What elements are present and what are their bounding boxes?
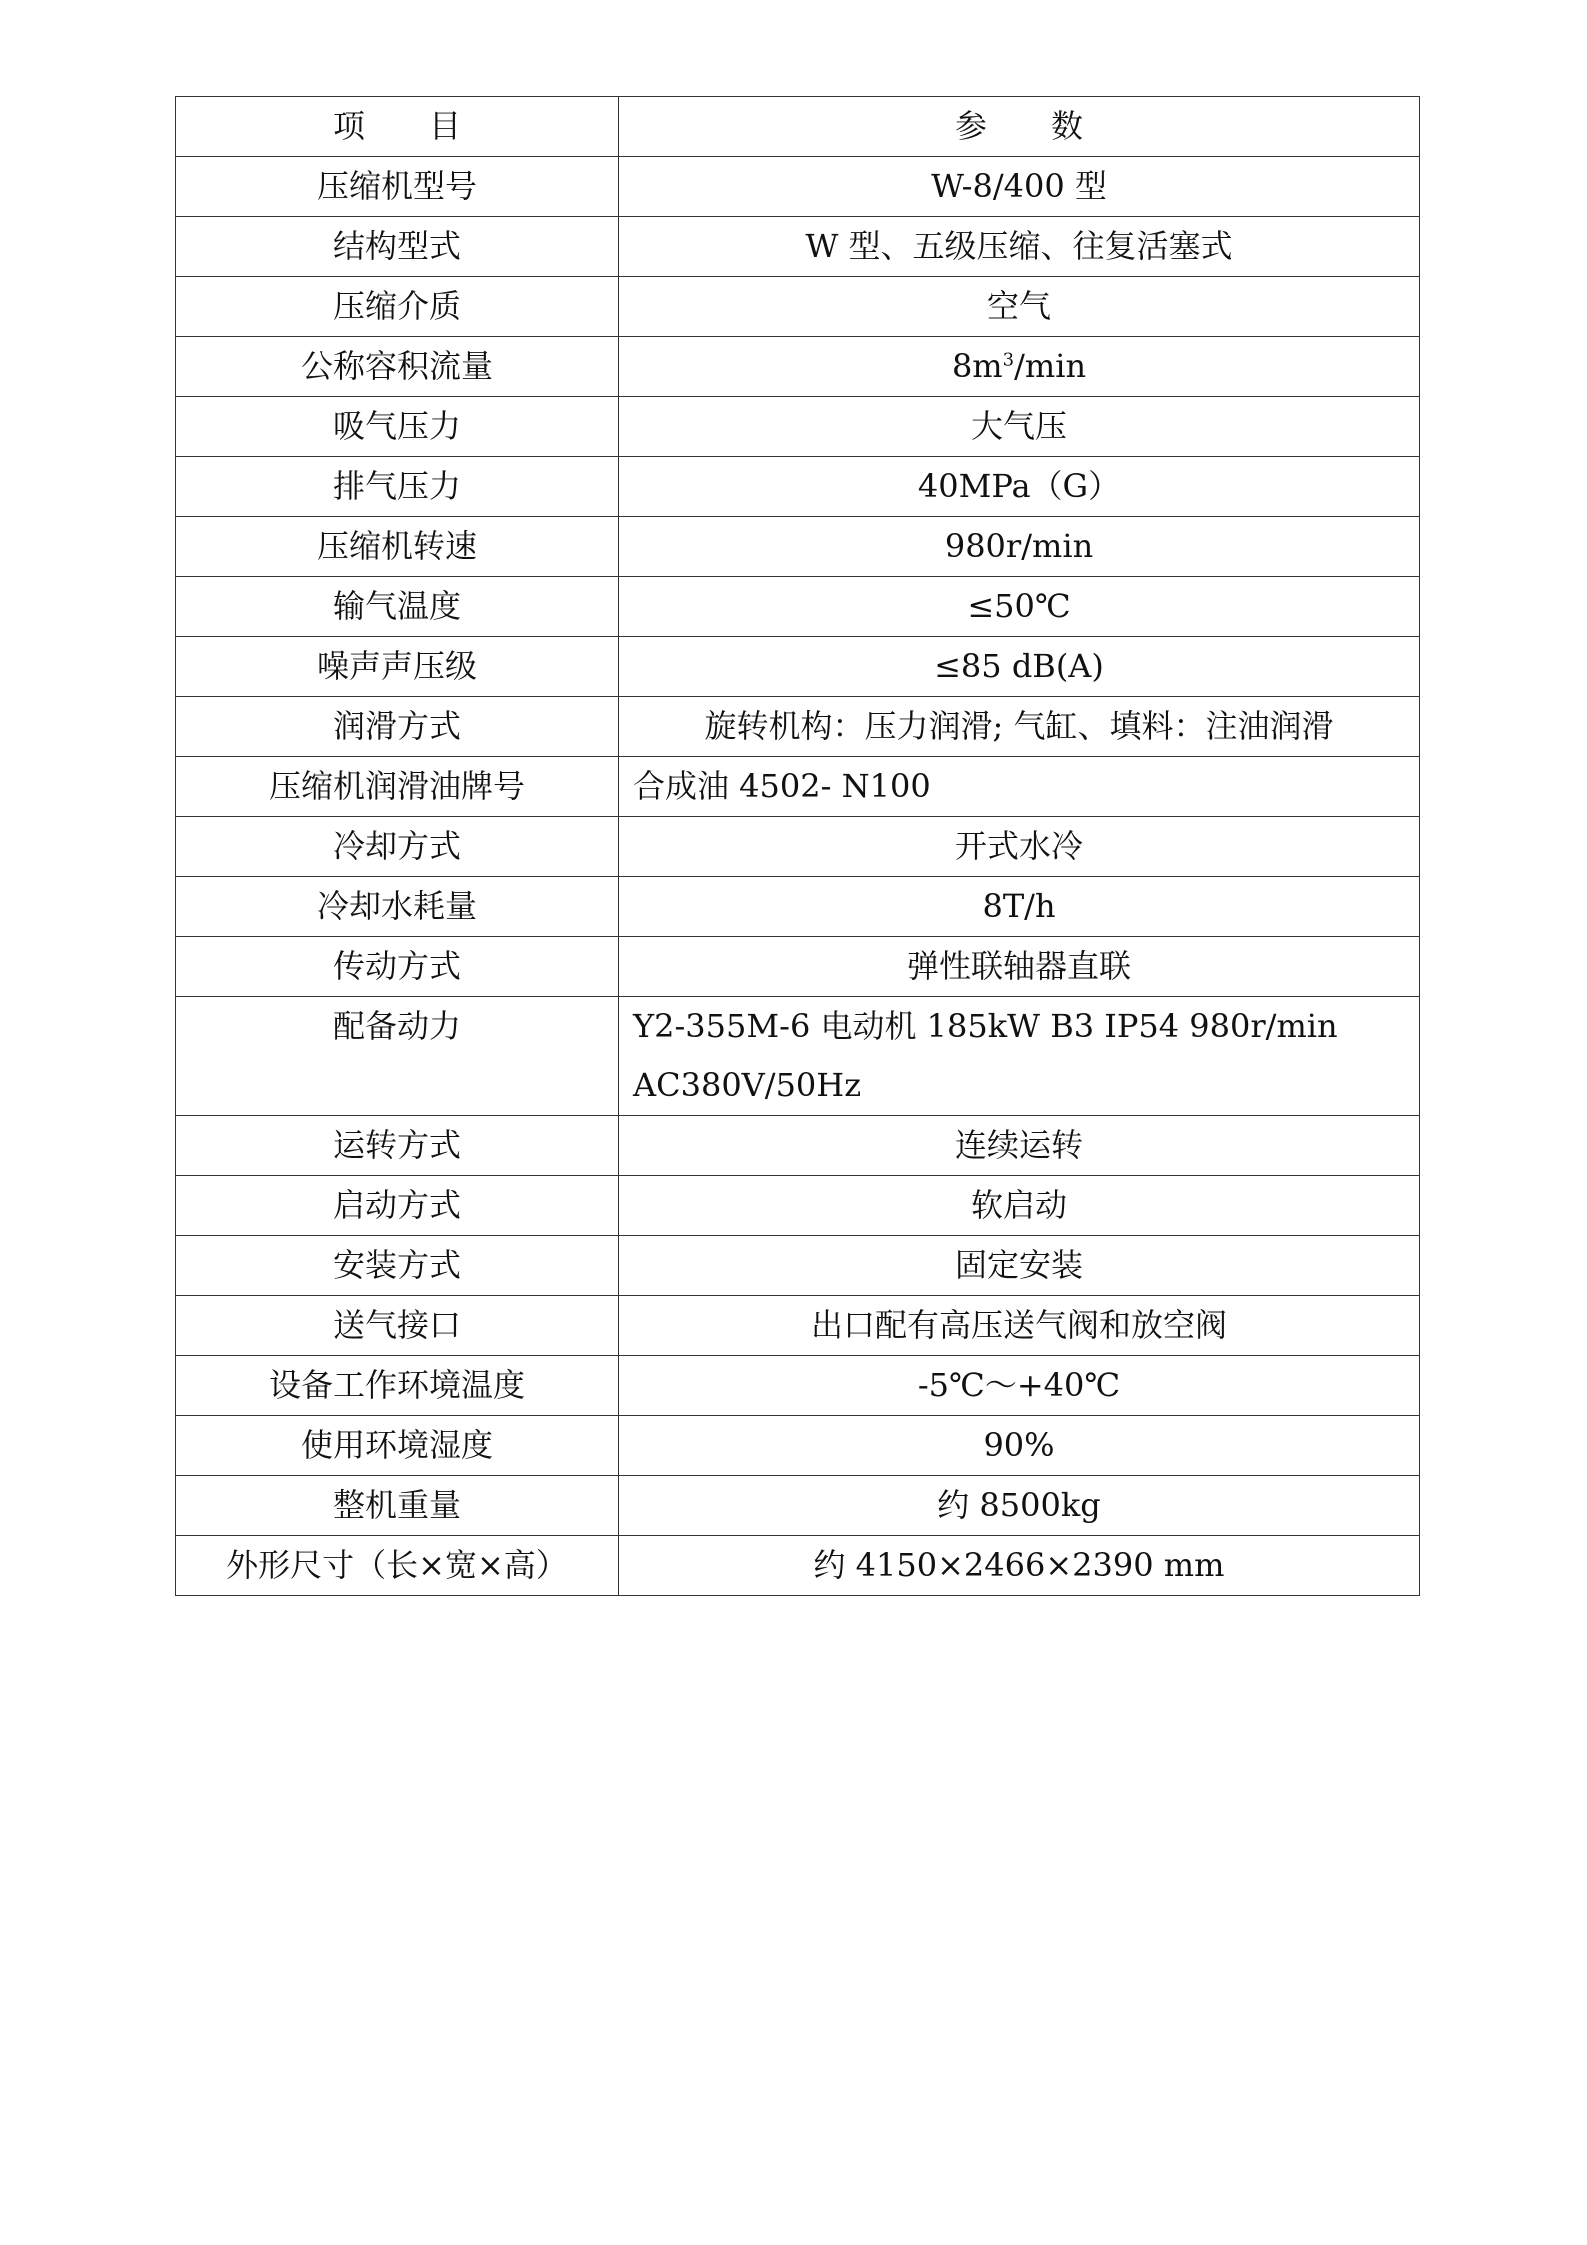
param-cell: 送气接口 <box>176 1296 619 1356</box>
param-cell: 安装方式 <box>176 1236 619 1296</box>
header-item-char1: 项 <box>332 107 365 145</box>
table-row <box>176 877 1420 937</box>
table-row <box>176 1356 1420 1416</box>
value-cell: 空气 <box>619 277 1420 337</box>
value-cell: 出口配有高压送气阀和放空阀 <box>619 1296 1420 1356</box>
value-cell: 旋转机构：压力润滑; 气缸、填料：注油润滑 <box>619 697 1420 757</box>
table-row <box>176 1176 1420 1236</box>
value-cell: 约 4150×2466×2390 mm <box>619 1536 1420 1596</box>
value-cell: 开式水冷 <box>619 817 1420 877</box>
table-row <box>176 1296 1420 1356</box>
table-row <box>176 157 1420 217</box>
table-row <box>176 277 1420 337</box>
header-parameter-char2: 数 <box>1051 107 1084 145</box>
table-row <box>176 817 1420 877</box>
table-row <box>176 637 1420 697</box>
param-cell: 公称容积流量 <box>176 337 619 397</box>
table-row <box>176 577 1420 637</box>
table-row <box>176 1416 1420 1476</box>
param-cell: 启动方式 <box>176 1176 619 1236</box>
param-cell: 配备动力 <box>176 997 619 1116</box>
flow-value: 8m <box>951 347 1003 385</box>
param-cell: 压缩机润滑油牌号 <box>176 757 619 817</box>
value-cell: 40MPa（G） <box>619 457 1420 517</box>
param-cell: 使用环境湿度 <box>176 1416 619 1476</box>
value-cell: W 型、五级压缩、往复活塞式 <box>619 217 1420 277</box>
table-row <box>176 397 1420 457</box>
motor-spec-line: Y2-355M-6 电动机 185kW B3 IP54 980r/min <box>633 1007 1338 1045</box>
param-cell: 冷却方式 <box>176 817 619 877</box>
value-cell: 约 8500kg <box>619 1476 1420 1536</box>
header-item <box>176 97 619 157</box>
table-row <box>176 217 1420 277</box>
table-row <box>176 337 1420 397</box>
value-cell: 软启动 <box>619 1176 1420 1236</box>
param-cell: 外形尺寸（长×宽×高） <box>176 1536 619 1596</box>
value-cell: ≤50℃ <box>619 577 1420 637</box>
spec-table <box>175 96 1420 1596</box>
value-cell: 大气压 <box>619 397 1420 457</box>
value-cell: 弹性联轴器直联 <box>619 937 1420 997</box>
header-parameter <box>619 97 1420 157</box>
param-cell: 噪声声压级 <box>176 637 619 697</box>
table-row <box>176 1536 1420 1596</box>
value-cell: 8T/h <box>619 877 1420 937</box>
param-cell: 压缩机转速 <box>176 517 619 577</box>
value-cell: 90% <box>619 1416 1420 1476</box>
table-header-row <box>176 97 1420 157</box>
value-cell: -5℃～+40℃ <box>619 1356 1420 1416</box>
value-cell <box>619 337 1420 397</box>
table-row <box>176 697 1420 757</box>
value-cell: 连续运转 <box>619 1116 1420 1176</box>
param-cell: 运转方式 <box>176 1116 619 1176</box>
value-cell: 合成油 4502- N100 <box>619 757 1420 817</box>
param-cell: 设备工作环境温度 <box>176 1356 619 1416</box>
flow-unit: /min <box>1014 347 1087 385</box>
param-cell: 冷却水耗量 <box>176 877 619 937</box>
table-row <box>176 1116 1420 1176</box>
param-cell: 压缩介质 <box>176 277 619 337</box>
power-supply-line: AC380V/50Hz <box>633 1066 862 1104</box>
table-row <box>176 457 1420 517</box>
param-cell: 传动方式 <box>176 937 619 997</box>
value-cell: 980r/min <box>619 517 1420 577</box>
value-cell: 固定安装 <box>619 1236 1420 1296</box>
table-row <box>176 1476 1420 1536</box>
flow-unit-superscript: 3 <box>1002 349 1015 371</box>
param-cell: 压缩机型号 <box>176 157 619 217</box>
header-item-char2: 目 <box>429 107 462 145</box>
table-row <box>176 997 1420 1116</box>
table-row <box>176 937 1420 997</box>
param-cell: 排气压力 <box>176 457 619 517</box>
param-cell: 润滑方式 <box>176 697 619 757</box>
table-row <box>176 517 1420 577</box>
header-parameter-char1: 参 <box>954 107 987 145</box>
table-row <box>176 1236 1420 1296</box>
param-cell: 吸气压力 <box>176 397 619 457</box>
value-cell: W-8/400 型 <box>619 157 1420 217</box>
param-cell: 结构型式 <box>176 217 619 277</box>
param-cell: 整机重量 <box>176 1476 619 1536</box>
value-cell <box>619 997 1420 1116</box>
table-row <box>176 757 1420 817</box>
value-cell: ≤85 dB(A) <box>619 637 1420 697</box>
param-cell: 输气温度 <box>176 577 619 637</box>
